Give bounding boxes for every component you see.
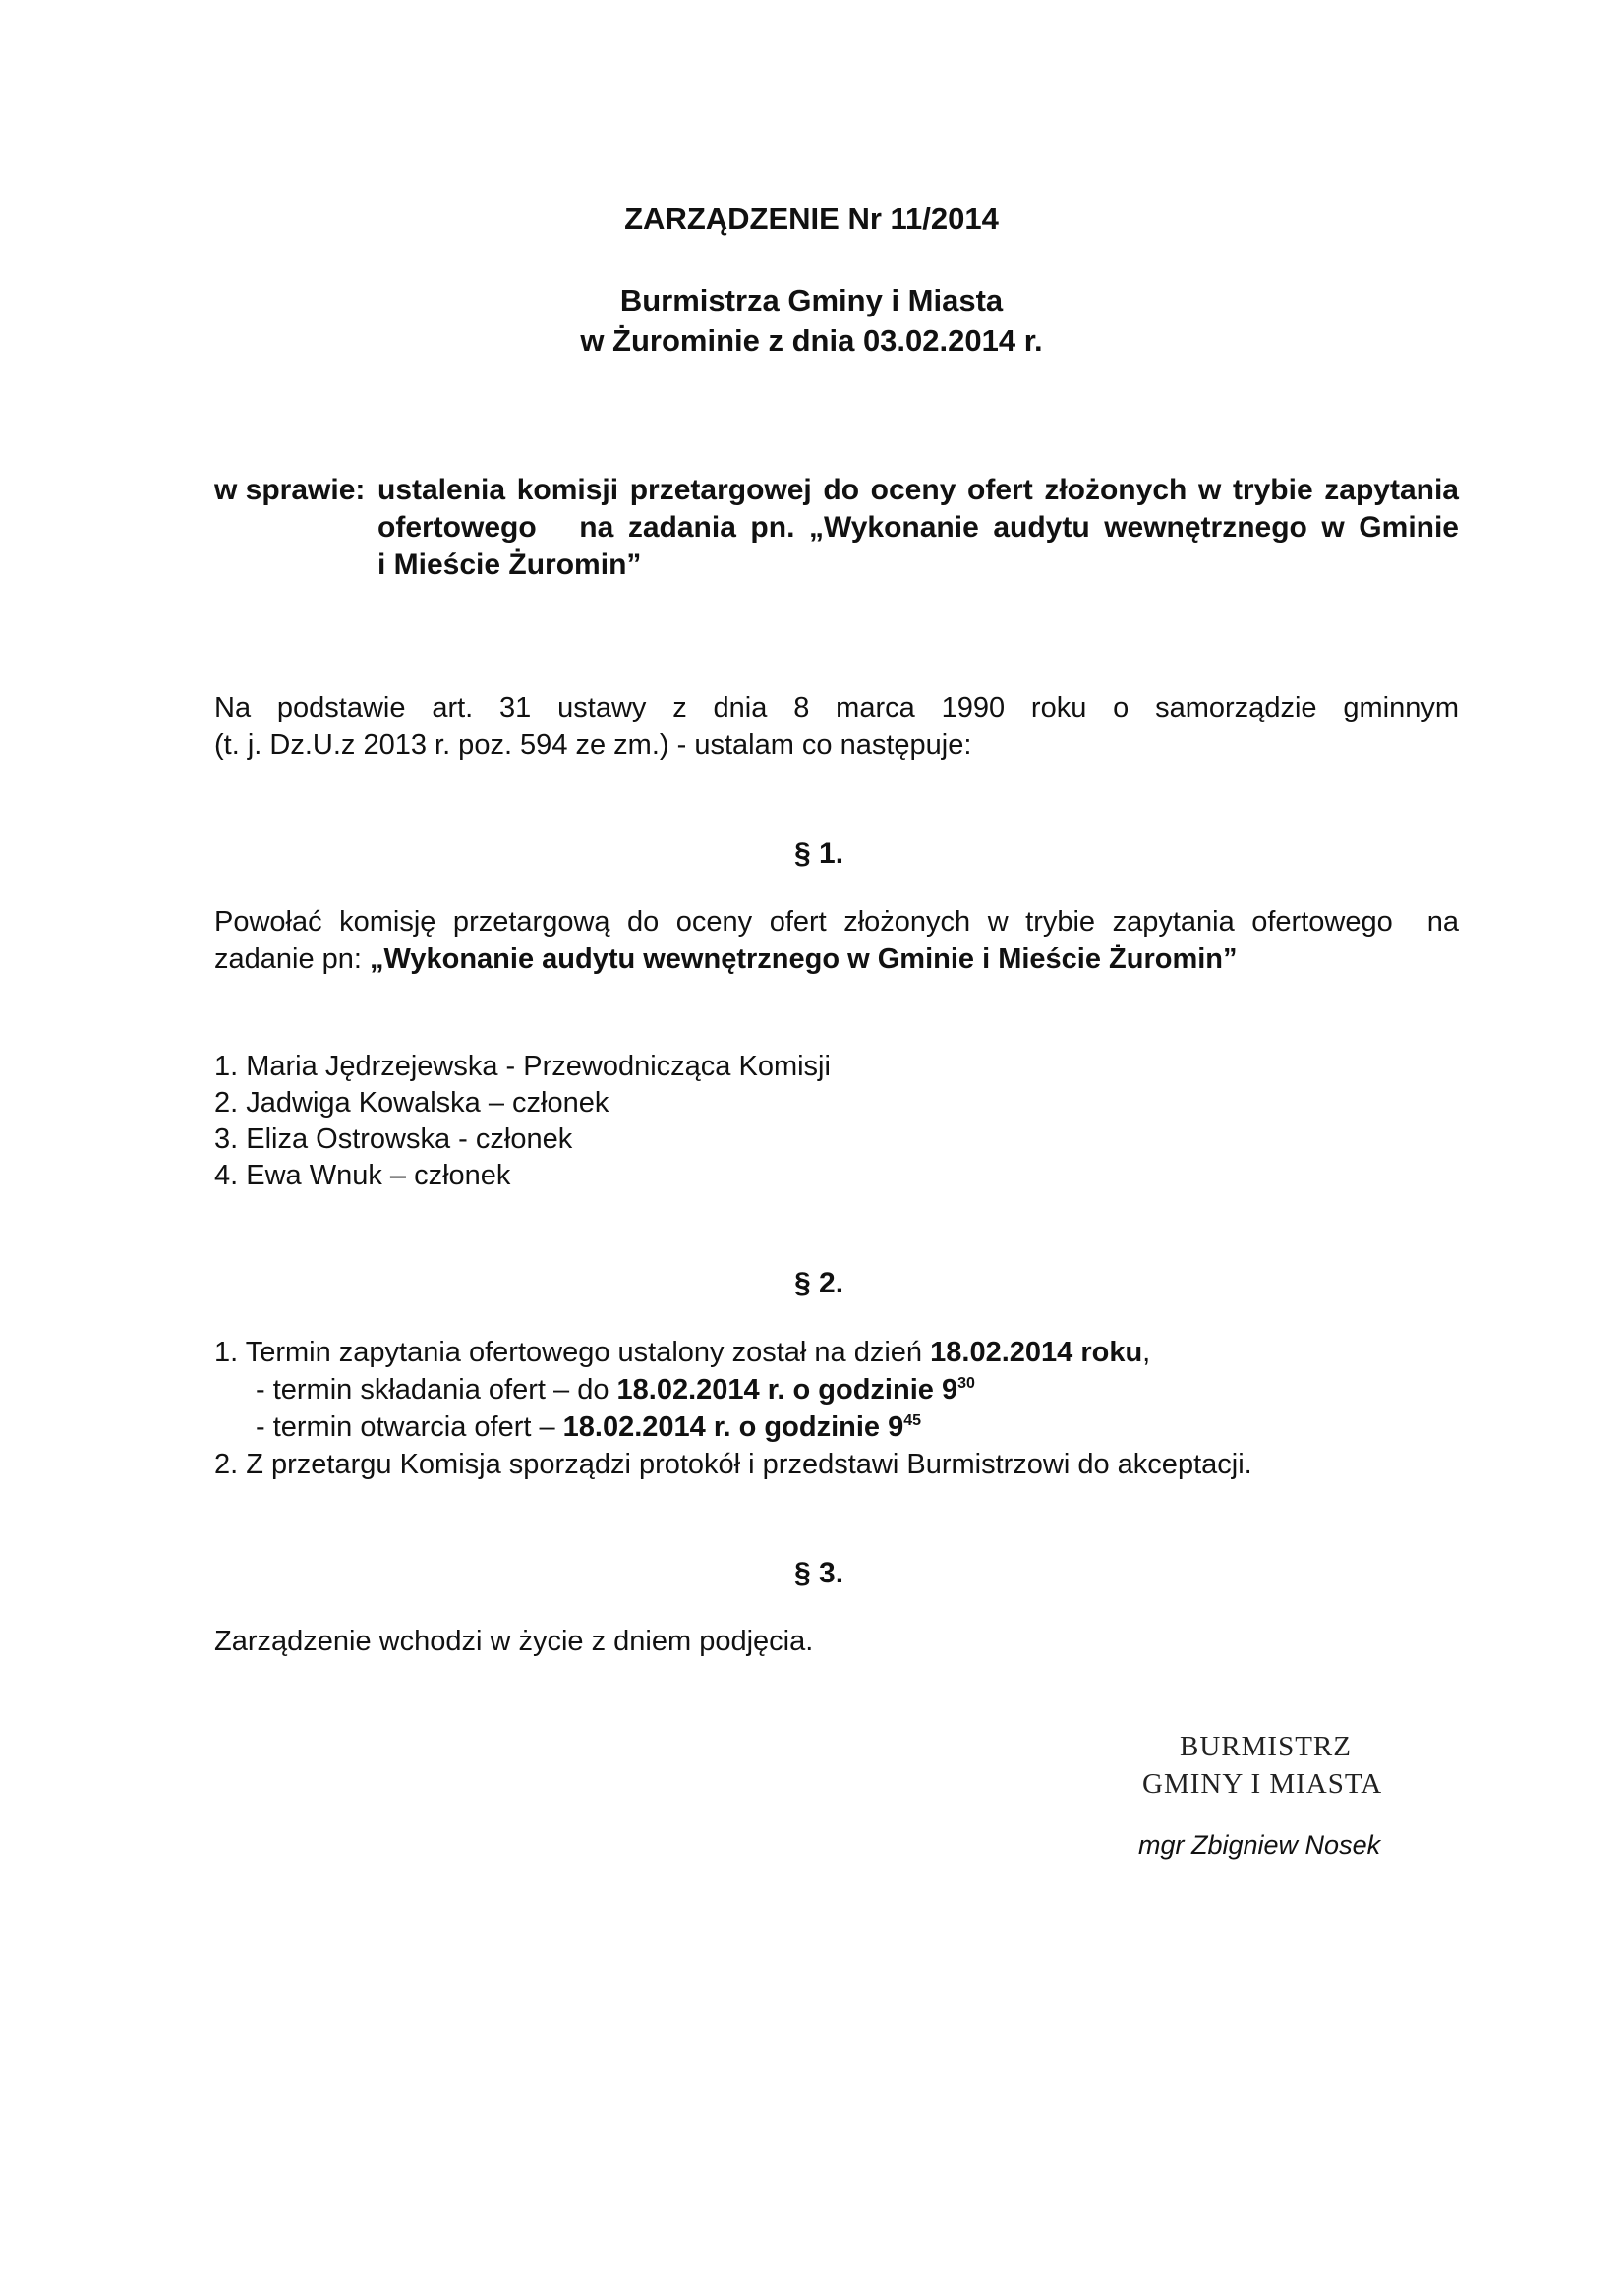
document-title: ZARZĄDZENIE Nr 11/2014 xyxy=(624,201,999,236)
section-3-text: Zarządzenie wchodzi w życie z dniem podjęcia. xyxy=(214,1626,814,1657)
item-1-suffix: , xyxy=(1142,1337,1151,1368)
section-2-subitem-opening xyxy=(256,1409,921,1445)
section-2-item-1 xyxy=(214,1335,1150,1370)
section-1-paragraph-line-1: Powołać komisję przetargową do oceny ofert złożonych w trybie zapytania ofertowego na xyxy=(214,906,1459,938)
submission-minutes: 30 xyxy=(957,1375,975,1392)
stamp-line-1: BURMISTRZ xyxy=(1180,1731,1352,1762)
issuer-line-1: Burmistrza Gminy i Miasta xyxy=(619,283,1004,317)
subject-label: w sprawie: xyxy=(214,474,366,506)
subject-line-2: ofertowego na zadania pn. „Wykonanie audytu wewnętrznego w Gminie xyxy=(377,511,1459,544)
signatory-name: mgr Zbigniew Nosek xyxy=(1138,1830,1381,1860)
opening-date: 18.02.2014 r. o godzinie 9 xyxy=(562,1411,904,1443)
item-1-date: 18.02.2014 roku xyxy=(930,1337,1143,1368)
section-3-heading: § 3. xyxy=(794,1557,844,1589)
preamble-line-1: Na podstawie art. 31 ustawy z dnia 8 marca 1990 roku o samorządzie gminnym xyxy=(214,692,1459,723)
committee-member: 2. Jadwiga Kowalska – członek xyxy=(214,1087,609,1119)
stamp-line-2: GMINY I MIASTA xyxy=(1142,1768,1383,1800)
opening-minutes: 45 xyxy=(903,1412,922,1429)
section-1-paragraph-line-2 xyxy=(214,942,1238,977)
submission-date: 18.02.2014 r. o godzinie 9 xyxy=(616,1374,958,1406)
committee-member: 3. Eliza Ostrowska - członek xyxy=(214,1123,573,1155)
subject-line-3: i Mieście Żuromin” xyxy=(377,548,642,581)
subject-line-1: ustalenia komisji przetargowej do oceny ofert złożonych w trybie zapytania xyxy=(377,474,1459,506)
issuer-line-2: w Żurominie z dnia 03.02.2014 r. xyxy=(580,323,1043,358)
task-name: „Wykonanie audytu wewnętrznego w Gminie i Mieście Żuromin” xyxy=(370,944,1238,975)
section-1-paragraph-prefix: zadanie pn: xyxy=(214,944,371,975)
opening-text: - termin otwarcia ofert – xyxy=(256,1411,563,1443)
submission-text: - termin składania ofert – do xyxy=(256,1374,617,1406)
section-2-item-2: 2. Z przetargu Komisja sporządzi protokół i przedstawi Burmistrzowi do akceptacji. xyxy=(214,1449,1252,1480)
committee-member: 1. Maria Jędrzejewska - Przewodnicząca Komisji xyxy=(214,1051,831,1082)
committee-member: 4. Ewa Wnuk – członek xyxy=(214,1160,511,1191)
item-1-text: 1. Termin zapytania ofertowego ustalony został na dzień xyxy=(214,1337,931,1368)
section-1-heading: § 1. xyxy=(794,837,844,870)
preamble-line-2: (t. j. Dz.U.z 2013 r. poz. 594 ze zm.) - ustalam co następuje: xyxy=(214,729,972,761)
section-2-heading: § 2. xyxy=(794,1267,844,1299)
section-2-subitem-submission xyxy=(256,1372,975,1407)
